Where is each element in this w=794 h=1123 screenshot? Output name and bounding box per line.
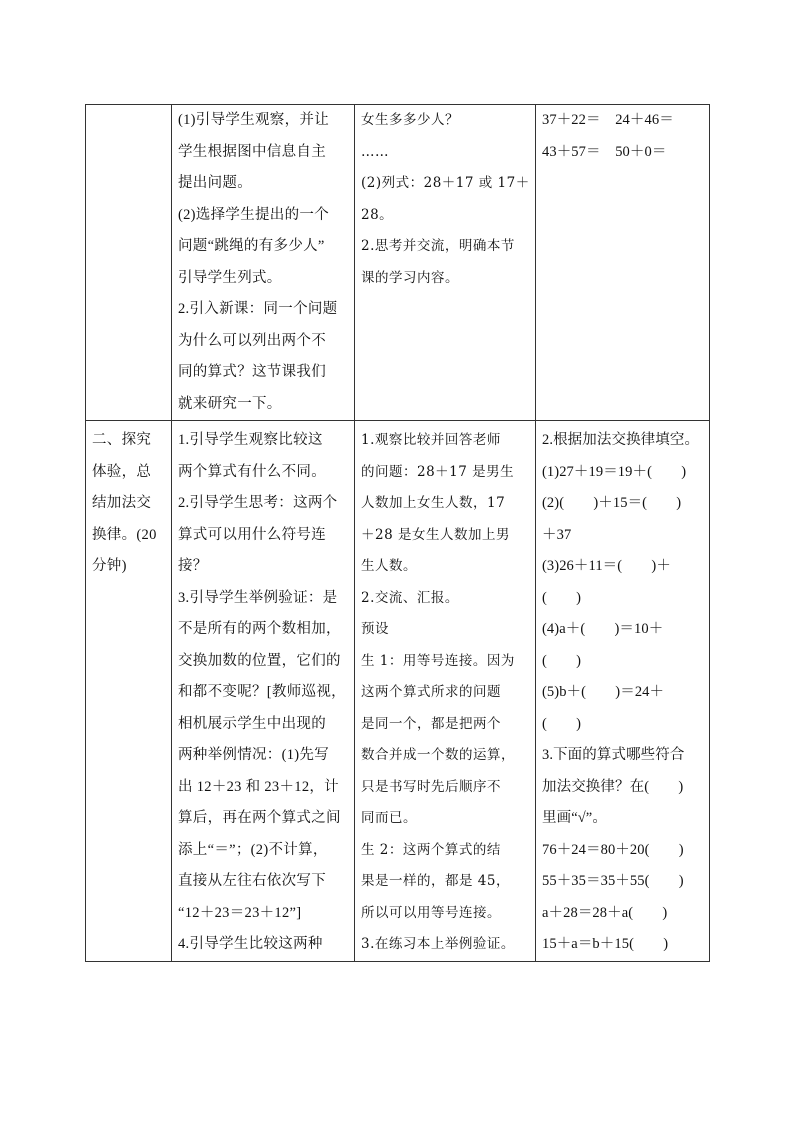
text-line: 二、探究 (92, 432, 152, 448)
text-line: 接？ (178, 558, 208, 574)
text-line: 55＋35＝35＋55( ) (542, 873, 684, 889)
text-line: (2)( )＋15＝( ) (542, 495, 682, 511)
text-line: 所以可以用等号连接。 (361, 904, 501, 921)
text-line: 结加法交 (92, 495, 152, 511)
text-line: 3.引导学生举例验证：是 (178, 589, 338, 606)
stage-cell (86, 105, 172, 421)
text-line: 为什么可以列出两个不 (178, 332, 326, 349)
text-line: 生人数。 (361, 558, 417, 574)
text-line: (2)选择学生提出的一个 (178, 206, 330, 223)
text-line: 添上“＝”；(2)不计算， (178, 841, 328, 858)
text-line: 算式可以用什么符号连 (178, 526, 326, 543)
student-activity-cell (355, 421, 536, 962)
text-line: 加法交换律？在( ) (542, 778, 684, 795)
text-line: 人数加上女生人数，17 (361, 495, 506, 511)
text-line: (5)b＋( )＝24＋ (542, 684, 665, 700)
text-line: 1.观察比较并回答老师 (361, 432, 501, 448)
text-line: (1)引导学生观察，并让 (178, 112, 330, 128)
teacher-activity-cell (172, 105, 355, 421)
text-line: a＋28＝28＋a( ) (542, 904, 668, 921)
text-line: 就来研究一下。 (178, 395, 282, 412)
text-line: 换律。(20 (92, 526, 157, 543)
text-line: 2.引导学生思考：这两个 (178, 495, 338, 511)
text-line: ＋28 是女生人数加上男 (361, 526, 510, 543)
text-line: 3.下面的算式哪些符合 (542, 747, 685, 763)
text-line: 两个算式有什么不同。 (178, 463, 326, 480)
text-line: 提出问题。 (178, 175, 252, 191)
text-line: 数合并成一个数的运算， (361, 747, 515, 763)
text-line: 不是所有的两个数相加， (178, 621, 341, 637)
text-line: 分钟) (92, 558, 127, 574)
text-line: 学生根据图中信息自主 (178, 143, 326, 160)
lesson-plan-table (85, 104, 710, 962)
text-line: 4.引导学生比较这两种 (178, 936, 323, 952)
text-line: 2.思考并交流，明确本节 (361, 238, 515, 254)
student-activity-cell (355, 105, 536, 421)
text-line: 出 12＋23 和 23＋12，计 (178, 778, 339, 795)
text-line: 交换加数的位置，它们的 (178, 652, 341, 669)
text-line: 同的算式？这节课我们 (178, 364, 326, 380)
text-line: 43＋57＝ 50＋0＝ (542, 143, 667, 160)
text-line: 引导学生列式。 (178, 269, 282, 286)
text-line: (4)a＋( )＝10＋ (542, 621, 664, 637)
text-line: 的问题：28＋17 是男生 (361, 463, 515, 480)
text-line: 相机展示学生中出现的 (178, 715, 326, 732)
text-line: 体验，总 (92, 463, 152, 480)
exercise-cell (536, 105, 710, 421)
text-line: 76＋24＝80＋20( ) (542, 841, 684, 858)
text-line: 算后，再在两个算式之间 (178, 810, 341, 826)
text-line: 15＋a＝b＋15( ) (542, 936, 669, 952)
exercise-cell (536, 421, 710, 962)
text-line: (2)列式：28＋17 或 17＋ (361, 175, 530, 191)
text-line: 2.根据加法交换律填空。 (542, 432, 700, 448)
text-line: 问题“跳绳的有多少人” (178, 238, 325, 254)
text-line: ( ) (542, 715, 582, 732)
text-line: (1)27＋19＝19＋( ) (542, 463, 687, 480)
text-line: 2.引入新课：同一个问题 (178, 301, 338, 317)
text-line: “12＋23＝23＋12”] (178, 904, 302, 921)
text-line: 2.交流、汇报。 (361, 589, 459, 606)
table-row (86, 105, 710, 421)
text-line: (3)26＋11＝( )＋ (542, 558, 671, 574)
text-line: 3.在练习本上举例验证。 (361, 936, 515, 952)
text-line: 是同一个，都是把两个 (361, 715, 501, 732)
text-line: 直接从左往右依次写下 (178, 873, 326, 889)
text-line: 同而已。 (361, 810, 417, 826)
text-line: ( ) (542, 589, 582, 606)
text-line: 37＋22＝ 24＋46＝ (542, 112, 674, 128)
teacher-activity-cell (172, 421, 355, 962)
stage-cell (86, 421, 172, 962)
text-line: 果是一样的，都是 45， (361, 873, 510, 889)
text-line: 两种举例情况：(1)先写 (178, 747, 330, 763)
text-line: …… (361, 143, 389, 160)
text-line: 课的学习内容。 (361, 269, 459, 286)
text-line: 生 1：用等号连接。因为 (361, 652, 515, 669)
text-line: 1.引导学生观察比较这 (178, 432, 323, 448)
text-line: 28。 (361, 206, 394, 223)
table-row (86, 421, 710, 962)
text-line: ( ) (542, 652, 582, 669)
text-line: ＋37 (542, 526, 572, 543)
text-line: 这两个算式所求的问题 (361, 684, 501, 700)
text-line: 里画“√”。 (542, 810, 607, 826)
text-line: 只是书写时先后顺序不 (361, 778, 501, 795)
text-line: 女生多多少人？ (361, 112, 459, 128)
text-line: 和都不变呢？[教师巡视， (178, 684, 346, 700)
text-line: 生 2：这两个算式的结 (361, 841, 501, 858)
text-line: 预设 (361, 621, 389, 637)
